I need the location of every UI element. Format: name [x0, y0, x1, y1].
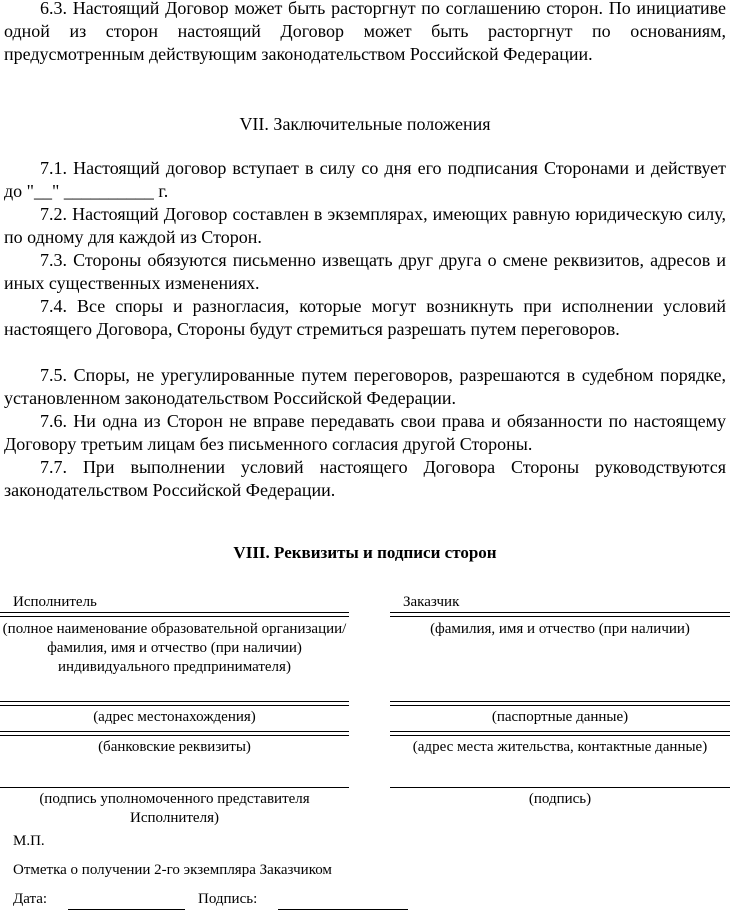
customer-passport-caption: (паспортные данные) — [491, 709, 629, 725]
section-8-title: VIII. Реквизиты и подписи сторон — [233, 543, 497, 562]
customer-address-line — [390, 731, 730, 736]
clause-7-5: 7.5. Споры, не урегулированные путем переговоров, разрешаются в судебном порядке, установленном законодательством Российской Федерации. — [4, 365, 726, 408]
customer-signature-caption: (подпись) — [528, 791, 592, 807]
receipt-note: Отметка о получении 2-го экземпляра Заказчиком — [13, 862, 332, 878]
clause-7-3: 7.3. Стороны обязуются письменно извещать друг друга о смене реквизитов, адресов и иных существенных изменениях. — [4, 250, 726, 293]
executor-signature-caption: (подпись уполномоченного представителя Исполнителя) — [39, 791, 310, 826]
executor-label: Исполнитель — [13, 594, 97, 610]
sign-line — [278, 909, 408, 910]
sign-label: Подпись: — [198, 891, 258, 907]
executor-name-line — [0, 612, 349, 617]
customer-name-caption: (фамилия, имя и отчество (при наличии) — [430, 621, 690, 637]
executor-bank-line — [0, 731, 349, 736]
date-line — [68, 909, 185, 910]
executor-address-caption: (адрес местонахождения) — [93, 709, 256, 725]
executor-signature-line — [0, 787, 349, 788]
clause-7-2: 7.2. Настоящий Договор составлен в экземплярах, имеющих равную юридическую силу, по одному для каждой из Сторон. — [4, 204, 726, 247]
stamp-mark: М.П. — [13, 833, 45, 849]
customer-passport-line — [390, 701, 730, 706]
date-label: Дата: — [13, 891, 48, 907]
executor-name-caption: (полное наименование образовательной организации/ фамилия, имя и отчество (при наличии) индивидуального предпринимателя) — [2, 621, 347, 675]
clause-7-7: 7.7. При выполнении условий настоящего Договора Стороны руководствуются законодательством Российской Федерации. — [4, 457, 726, 500]
clause-7-1: 7.1. Настоящий договор вступает в силу со дня его подписания Сторонами и действует до "__" __________ г. — [4, 158, 726, 201]
clause-7-6: 7.6. Ни одна из Сторон не вправе передавать свои права и обязанности по настоящему Договору третьим лицам без письменного согласия другой Стороны. — [4, 411, 726, 454]
executor-address-line — [0, 701, 349, 706]
customer-name-line — [390, 612, 730, 617]
clause-6-3: 6.3. Настоящий Договор может быть расторгнут по соглашению сторон. По инициативе одной из сторон настоящий Договор может быть расторгнут по основаниям, предусмотренным действующим законодательством Российской Федерации. — [4, 0, 726, 64]
executor-bank-caption: (банковские реквизиты) — [98, 739, 251, 755]
customer-signature-line — [390, 787, 730, 788]
clause-7-4: 7.4. Все споры и разногласия, которые могут возникнуть при исполнении условий настоящего Договора, Стороны будут стремиться разрешать путем переговоров. — [4, 296, 726, 339]
customer-address-caption: (адрес места жительства, контактные данные) — [412, 739, 708, 755]
section-7-title: VII. Заключительные положения — [239, 114, 491, 134]
customer-label: Заказчик — [403, 594, 460, 610]
